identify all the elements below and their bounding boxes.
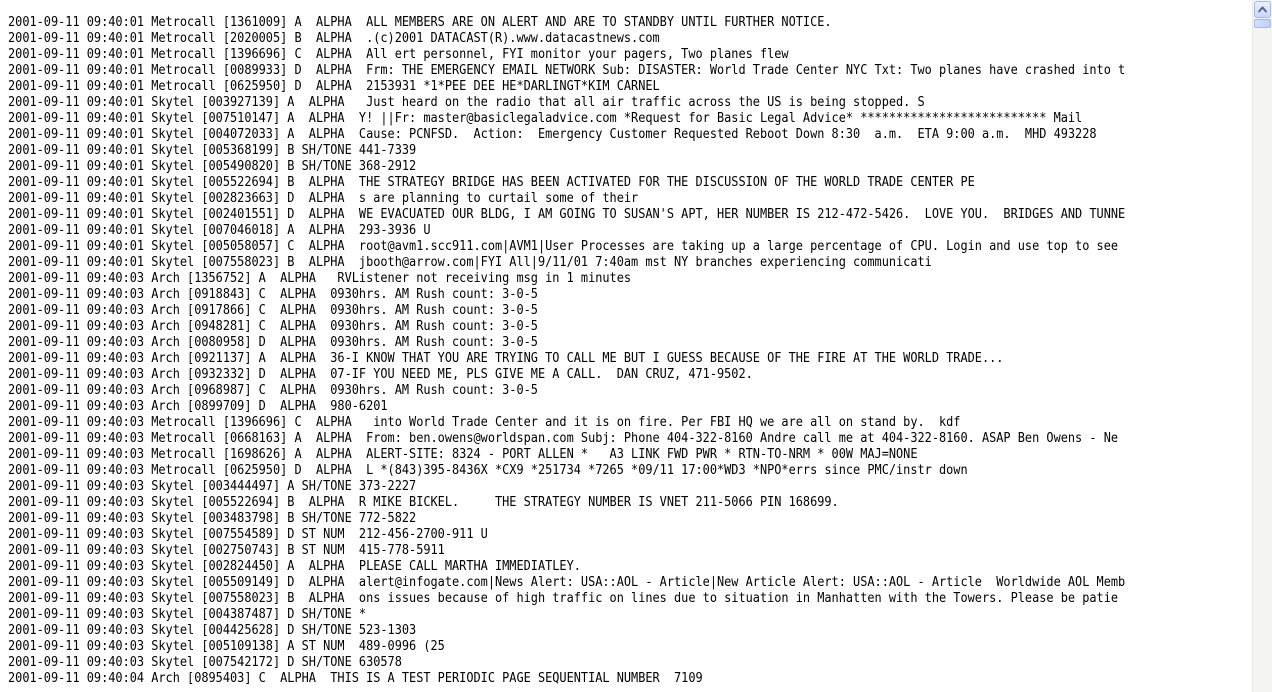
log-line: 2001-09-11 09:40:03 Skytel [004425628] D SH/TONE 523-1303 xyxy=(8,623,417,638)
scroll-thumb[interactable] xyxy=(1254,19,1271,28)
log-line: 2001-09-11 09:40:03 Skytel [005109138] A ST NUM 489-0996 (25 xyxy=(8,639,445,654)
scroll-up-button[interactable] xyxy=(1254,1,1271,18)
log-line: 2001-09-11 09:40:01 Metrocall [1361009] A ALPHA ALL MEMBERS ARE ON ALERT AND ARE TO STANDBY UNTIL FURTHER NOTICE. xyxy=(8,15,832,30)
log-line: 2001-09-11 09:40:03 Arch [0080958] D ALPHA 0930hrs. AM Rush count: 3-0-5 xyxy=(8,335,538,350)
log-line: 2001-09-11 09:40:03 Arch [0899709] D ALPHA 980-6201 xyxy=(8,399,388,414)
log-line: 2001-09-11 09:40:01 Skytel [005368199] B SH/TONE 441-7339 xyxy=(8,143,417,158)
pager-log xyxy=(8,15,1229,687)
vertical-scrollbar[interactable] xyxy=(1252,0,1272,692)
log-line: 2001-09-11 09:40:03 Skytel [004387487] D SH/TONE * xyxy=(8,607,367,622)
log-line: 2001-09-11 09:40:03 Arch [0918843] C ALPHA 0930hrs. AM Rush count: 3-0-5 xyxy=(8,287,538,302)
log-line: 2001-09-11 09:40:03 Metrocall [0668163] A ALPHA From: ben.owens@worldspan.com Subj: Phone 404-322-8160 Andre call me at 404-322-8160. ASAP Ben Owens - Ne xyxy=(8,431,1119,446)
log-line: 2001-09-11 09:40:01 Skytel [007046018] A ALPHA 293-3936 U xyxy=(8,223,431,238)
log-line: 2001-09-11 09:40:01 Skytel [005522694] B ALPHA THE STRATEGY BRIDGE HAS BEEN ACTIVATED FOR THE DISCUSSION OF THE WORLD TRADE CENTER PE xyxy=(8,175,975,190)
log-line: 2001-09-11 09:40:04 Arch [0895403] C ALPHA THIS IS A TEST PERIODIC PAGE SEQUENTIAL NUMBER 7109 xyxy=(8,671,703,686)
log-line: 2001-09-11 09:40:03 Skytel [005522694] B ALPHA R MIKE BICKEL. THE STRATEGY NUMBER IS VNET 211-5066 PIN 168699. xyxy=(8,495,839,510)
log-line: 2001-09-11 09:40:01 Metrocall [0089933] D ALPHA Frm: THE EMERGENCY EMAIL NETWORK Sub: DISASTER: World Trade Center NYC Txt: Two planes have crashed into t xyxy=(8,63,1126,78)
log-line: 2001-09-11 09:40:03 Skytel [007542172] D SH/TONE 630578 xyxy=(8,655,402,670)
log-line: 2001-09-11 09:40:01 Skytel [005058057] C ALPHA root@avm1.scc911.com|AVM1|User Processes are taking up a large percentage of CPU. Login and use top to see xyxy=(8,239,1119,254)
log-line: 2001-09-11 09:40:03 Metrocall [1698626] A ALPHA ALERT-SITE: 8324 - PORT ALLEN * A3 LINK FWD PWR * RTN-TO-NRM * 00W MAJ=NONE xyxy=(8,447,918,462)
chevron-up-icon xyxy=(1255,2,1270,17)
log-line: 2001-09-11 09:40:03 Skytel [005509149] D ALPHA alert@infogate.com|News Alert: USA::AOL - Article|New Article Alert: USA::AOL - Article Worldwide AOL Memb xyxy=(8,575,1126,590)
log-line: 2001-09-11 09:40:03 Arch [0921137] A ALPHA 36-I KNOW THAT YOU ARE TRYING TO CALL ME BUT I GUESS BECAUSE OF THE FIRE AT THE WORLD TRADE... xyxy=(8,351,1004,366)
log-line: 2001-09-11 09:40:01 Skytel [007510147] A ALPHA Y! ||Fr: master@basiclegaladvice.com *Request for Basic Legal Advice* ************************** Mail xyxy=(8,111,1083,126)
log-line: 2001-09-11 09:40:03 Skytel [007554589] D ST NUM 212-456-2700-911 U xyxy=(8,527,488,542)
log-line: 2001-09-11 09:40:03 Skytel [007558023] B ALPHA ons issues because of high traffic on lines due to situation in Manhatten with the Towers. Please be patie xyxy=(8,591,1119,606)
log-line: 2001-09-11 09:40:01 Skytel [007558023] B ALPHA jbooth@arrow.com|FYI All|9/11/01 7:40am mst NY branches experiencing communicati xyxy=(8,255,932,270)
log-line: 2001-09-11 09:40:01 Metrocall [1396696] C ALPHA All ert personnel, FYI monitor your pagers, Two planes flew xyxy=(8,47,789,62)
log-line: 2001-09-11 09:40:03 Arch [0968987] C ALPHA 0930hrs. AM Rush count: 3-0-5 xyxy=(8,383,538,398)
log-line: 2001-09-11 09:40:01 Metrocall [0625950] D ALPHA 2153931 *1*PEE DEE HE*DARLINGT*KIM CARNEL xyxy=(8,79,660,94)
log-line: 2001-09-11 09:40:01 Skytel [004072033] A ALPHA Cause: PCNFSD. Action: Emergency Customer Requested Reboot Down 8:30 a.m. ETA 9:00 a.m. MHD 493228 xyxy=(8,127,1097,142)
log-line: 2001-09-11 09:40:01 Metrocall [2020005] B ALPHA .(c)2001 DATACAST(R).www.datacastnews.com xyxy=(8,31,660,46)
log-line: 2001-09-11 09:40:03 Skytel [002750743] B ST NUM 415-778-5911 xyxy=(8,543,445,558)
log-line: 2001-09-11 09:40:03 Arch [0917866] C ALPHA 0930hrs. AM Rush count: 3-0-5 xyxy=(8,303,538,318)
log-line: 2001-09-11 09:40:01 Skytel [002401551] D ALPHA WE EVACUATED OUR BLDG, I AM GOING TO SUSAN'S APT, HER NUMBER IS 212-472-5426. LOVE YOU. BRIDGES AND TUNNE xyxy=(8,207,1126,222)
log-line: 2001-09-11 09:40:03 Metrocall [0625950] D ALPHA L *(843)395-8436X *CX9 *251734 *7265 *09/11 17:00*WD3 *NPO*errs since PMC/instr down xyxy=(8,463,968,478)
log-line: 2001-09-11 09:40:03 Arch [0932332] D ALPHA 07-IF YOU NEED ME, PLS GIVE ME A CALL. DAN CRUZ, 471-9502. xyxy=(8,367,753,382)
log-line: 2001-09-11 09:40:01 Skytel [003927139] A ALPHA Just heard on the radio that all air traffic across the US is being stopped. S xyxy=(8,95,925,110)
log-line: 2001-09-11 09:40:03 Skytel [002824450] A ALPHA PLEASE CALL MARTHA IMMEDIATLEY. xyxy=(8,559,581,574)
log-line: 2001-09-11 09:40:03 Skytel [003444497] A SH/TONE 373-2227 xyxy=(8,479,417,494)
log-line: 2001-09-11 09:40:03 Metrocall [1396696] C ALPHA into World Trade Center and it is on fire. Per FBI HQ we are all on stand by. kdf xyxy=(8,415,961,430)
log-line: 2001-09-11 09:40:01 Skytel [005490820] B SH/TONE 368-2912 xyxy=(8,159,417,174)
log-line: 2001-09-11 09:40:01 Skytel [002823663] D ALPHA s are planning to curtail some of their xyxy=(8,191,639,206)
log-line: 2001-09-11 09:40:03 Skytel [003483798] B SH/TONE 772-5822 xyxy=(8,511,417,526)
log-line: 2001-09-11 09:40:03 Arch [0948281] C ALPHA 0930hrs. AM Rush count: 3-0-5 xyxy=(8,319,538,334)
log-line: 2001-09-11 09:40:03 Arch [1356752] A ALPHA RVListener not receiving msg in 1 minutes xyxy=(8,271,632,286)
